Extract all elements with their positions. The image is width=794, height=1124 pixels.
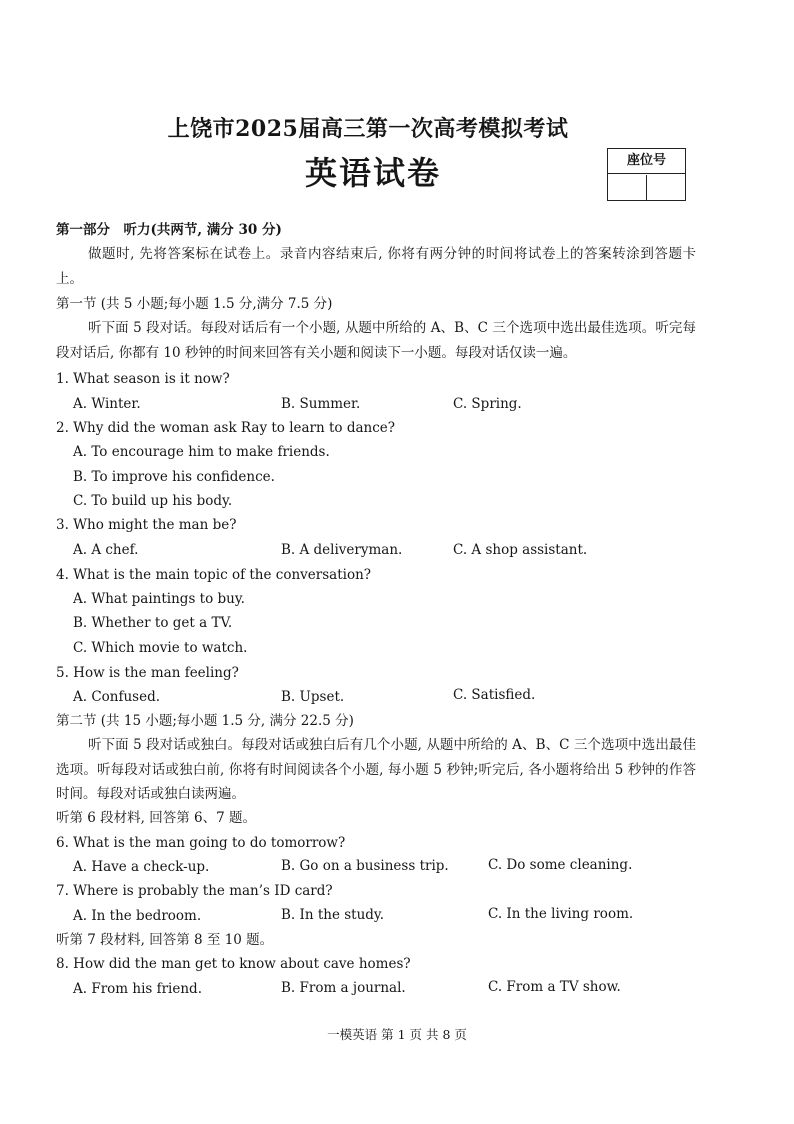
seat-number-cell	[648, 175, 686, 200]
question-5-option-b: B. Upset.	[281, 689, 345, 705]
section1-instructions: 听下面 5 段对话。每段对话后有一个小题, 从题中所给的 A、B、C 三个选项中选出最佳选项。听完每段对话后, 你都有 10 秒钟的时间来回答有关小题和阅读下一小题。每段对话仅读一遍。	[56, 320, 696, 361]
section1-heading: 第一节 (共 5 小题;每小题 1.5 分,满分 7.5 分)	[56, 296, 333, 312]
question-7-option-c: C. In the living room.	[488, 906, 634, 922]
question-7-option-b: B. In the study.	[281, 907, 385, 923]
part1-instructions: 做题时, 先将答案标在试卷上。录音内容结束后, 你将有两分钟的时间将试卷上的答案转涂到答题卡上。	[56, 246, 696, 287]
part1-heading: 第一部分 听力(共两节, 满分 30 分)	[56, 222, 282, 238]
question-7-option-a: A. In the bedroom.	[73, 908, 202, 924]
question-6: 6. What is the man going to do tomorrow?	[56, 835, 346, 851]
question-4-option-a: A. What paintings to buy.	[73, 591, 245, 607]
question-2-option-c: C. To build up his body.	[73, 493, 233, 509]
material-7-instruction: 听第 7 段材料, 回答第 8 至 10 题。	[56, 932, 274, 948]
seat-number-box	[607, 148, 686, 201]
question-1: 1. What season is it now?	[56, 371, 230, 387]
question-3-option-a: A. A chef.	[73, 542, 139, 558]
question-4: 4. What is the main topic of the conversation?	[56, 567, 372, 583]
exam-title: 上饶市2025届高三第一次高考模拟考试	[167, 116, 569, 142]
section2-heading: 第二节 (共 15 小题;每小题 1.5 分, 满分 22.5 分)	[56, 713, 354, 729]
question-8-option-a: A. From his friend.	[73, 981, 202, 997]
question-3: 3. Who might the man be?	[56, 517, 237, 533]
question-6-option-c: C. Do some cleaning.	[488, 857, 633, 873]
section2-instructions: 听下面 5 段对话或独白。每段对话或独白后有几个小题, 从题中所给的 A、B、C 三个选项中选出最佳选项。听每段对话或独白前, 你将有时间阅读各个小题, 每小题 5 秒钟;听完后, 各小题将给出 5 秒钟的作答时间。每段对话或独白读两遍。	[56, 737, 696, 803]
question-2: 2. Why did the woman ask Ray to learn to dance?	[56, 420, 396, 436]
question-2-option-b: B. To improve his confidence.	[73, 469, 275, 485]
question-8-option-c: C. From a TV show.	[488, 979, 621, 995]
exam-subject-title: 英语试卷	[304, 154, 441, 192]
seat-number-label: 座位号	[608, 149, 685, 174]
question-6-option-a: A. Have a check-up.	[73, 859, 210, 875]
question-7: 7. Where is probably the man’s ID card?	[56, 883, 333, 899]
question-8: 8. How did the man get to know about cave homes?	[56, 956, 411, 972]
question-4-option-c: C. Which movie to watch.	[73, 640, 248, 656]
question-3-option-c: C. A shop assistant.	[453, 542, 588, 558]
question-1-option-a: A. Winter.	[73, 396, 141, 412]
question-5-option-a: A. Confused.	[73, 689, 161, 705]
material-6-instruction: 听第 6 段材料, 回答第 6、7 题。	[56, 810, 257, 826]
seat-number-cell	[608, 175, 647, 200]
question-5-option-c: C. Satisfied.	[453, 687, 536, 703]
question-5: 5. How is the man feeling?	[56, 665, 239, 681]
question-8-option-b: B. From a journal.	[281, 980, 406, 996]
question-4-option-b: B. Whether to get a TV.	[73, 615, 233, 631]
question-6-option-b: B. Go on a business trip.	[281, 858, 449, 874]
question-3-option-b: B. A deliveryman.	[281, 542, 403, 558]
page-footer: 一模英语 第 1 页 共 8 页	[327, 1027, 467, 1042]
question-2-option-a: A. To encourage him to make friends.	[73, 444, 330, 460]
question-1-option-c: C. Spring.	[453, 396, 522, 412]
question-1-option-b: B. Summer.	[281, 396, 361, 412]
